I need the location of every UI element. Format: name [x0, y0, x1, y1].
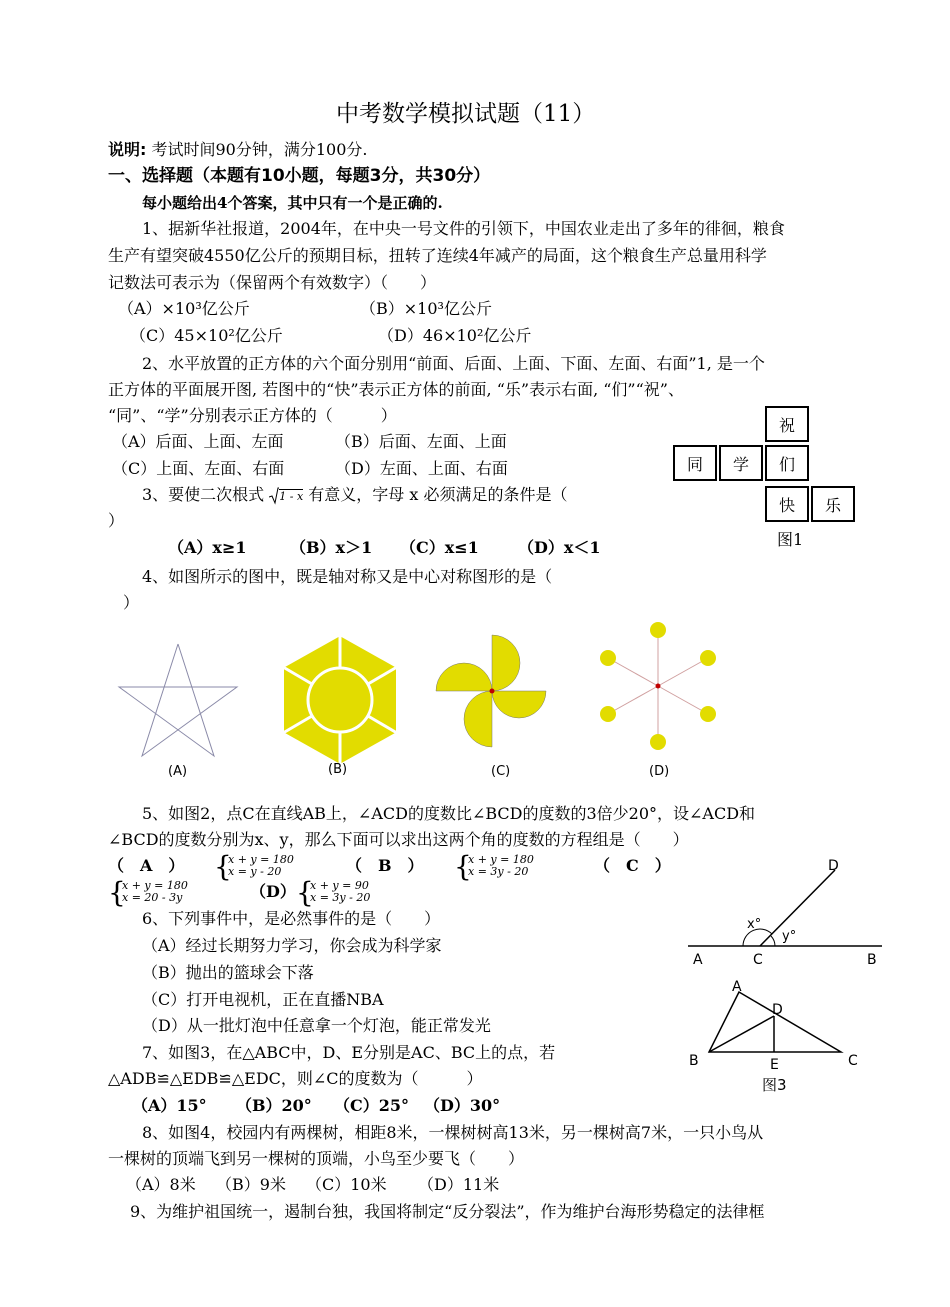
q1-line2: 生产有望突破4550亿公斤的预期目标，扭转了连续4年减产的局面，这个粮食生产总量用科学 [108, 246, 767, 265]
sys-c-eq1: x + y = 180 [122, 879, 188, 892]
q5-option-c: （ C ） [594, 856, 671, 875]
q9-line1: 9、为维护祖国统一，遏制台独，我国将制定“反分裂法”，作为维护台海形势稳定的法律框 [130, 1202, 765, 1221]
figure-a-star [119, 644, 237, 756]
figure-d-label: (D) [649, 764, 670, 779]
q2-option-c: （C）上面、左面、右面 [112, 459, 285, 478]
q1-option-b: （B）×10³亿公斤 [360, 299, 492, 318]
q3-option-b: （B）x＞1 [290, 538, 373, 557]
figure-b-label: (B) [328, 762, 348, 777]
fig2-label-a: A [693, 952, 703, 968]
q2-option-b: （B）后面、左面、上面 [335, 432, 507, 451]
net-cell-xue: 学 [719, 445, 763, 481]
q7-option-c: （C）25° [334, 1096, 410, 1115]
q3-post: 有意义，字母 x 必须满足的条件是（ [308, 485, 568, 504]
q8-option-d: （D）11米 [418, 1175, 500, 1194]
note-label: 说明: [108, 140, 147, 159]
fig3-label-c: C [848, 1053, 858, 1069]
q6-option-d: （D）从一批灯泡中任意拿一个灯泡，能正常发光 [142, 1016, 491, 1035]
figure-a-label: (A) [168, 764, 188, 779]
net-cell-tong: 同 [673, 445, 717, 481]
section-subheading: 每小题给出4个答案，其中只有一个是正确的. [142, 194, 443, 212]
q4-figures [100, 615, 740, 790]
net-cell-kuai: 快 [765, 486, 809, 522]
figure3-caption: 图3 [762, 1076, 787, 1094]
brace-a: { [214, 850, 232, 883]
note-text: 考试时间90分钟，满分100分. [151, 140, 368, 159]
q5-option-a: （ A ） [108, 856, 185, 875]
q6-option-a: （A）经过长期努力学习，你会成为科学家 [142, 936, 442, 955]
sys-b-eq2: x = 3y - 20 [468, 865, 529, 878]
figure-d-flower [600, 622, 716, 750]
fig3-label-b: B [689, 1053, 699, 1069]
fig2-angle-y: y° [782, 929, 797, 944]
net-cell-zhu: 祝 [765, 406, 809, 442]
q7-line1: 7、如图3，在△ABC中，D、E分别是AC、BC上的点，若 [142, 1043, 556, 1062]
net-cell-le: 乐 [811, 486, 855, 522]
q3-radical [269, 484, 303, 510]
q3-option-d: （D）x＜1 [518, 538, 601, 557]
q8-line2: 一棵树的顶端飞到另一棵树的顶端，小鸟至少要飞（ ） [108, 1149, 525, 1168]
fig2-angle-x: x° [747, 917, 762, 932]
sys-d-eq2: x = 3y - 20 [310, 891, 371, 904]
figure1-caption: 图1 [777, 530, 804, 549]
figure2-angle [685, 852, 885, 972]
figure-b-hexagon [283, 635, 397, 765]
fig2-label-b: B [867, 952, 877, 968]
figure-c-pinwheel [436, 635, 546, 747]
q1-option-c: （C）45×10²亿公斤 [130, 326, 283, 345]
q1-line1: 1、据新华社报道，2004年，在中央一号文件的引领下，中国农业走出了多年的徘徊，粮食 [142, 219, 785, 238]
q3-option-c: （C）x≤1 [400, 538, 479, 557]
net-cell-men: 们 [765, 445, 809, 481]
q2-line1: 2、水平放置的正方体的六个面分别用“前面、后面、上面、下面、左面、右面”1, 是一个 [142, 354, 765, 373]
q5-option-b: （ B ） [346, 856, 424, 875]
section-heading: 一、选择题（本题有10小题，每题3分，共30分） [108, 166, 491, 186]
q5-system-c [122, 880, 188, 904]
q3-line1 [142, 482, 568, 510]
sys-c-eq2: x = 20 - 3y [122, 891, 183, 904]
q5-system-a [228, 854, 294, 878]
q8-option-b: （B）9米 [216, 1175, 286, 1194]
q8-line1: 8、如图4，校园内有两棵树，相距8米，一棵树树高13米，另一棵树高7米，一只小鸟从 [142, 1123, 764, 1142]
q3-option-a: （A）x≥1 [168, 538, 247, 557]
q6-option-c: （C）打开电视机，正在直播NBA [142, 990, 384, 1009]
fig3-label-e: E [770, 1057, 779, 1073]
brace-b: { [454, 850, 472, 883]
figure-c-label: (C) [491, 764, 511, 779]
q4-close: ） [123, 593, 140, 612]
q5-option-d: （D） [250, 882, 296, 901]
q4-line1: 4、如图所示的图中，既是轴对称又是中心对称图形的是（ [142, 567, 553, 586]
exam-note [108, 137, 368, 163]
q2-line3: “同”、“学”分别表示正方体的（ ） [108, 406, 397, 425]
q5-line2: ∠BCD的度数分别为x、y，那么下面可以求出这两个角的度数的方程组是（ ） [108, 830, 689, 849]
q2-line2: 正方体的平面展开图, 若图中的“快”表示正方体的前面, “乐”表示右面, “们”“祝”、 [108, 380, 684, 399]
q2-option-d: （D）左面、上面、右面 [335, 459, 508, 478]
q7-line2: △ADB≌△EDB≌△EDC，则∠C的度数为（ ） [108, 1069, 483, 1088]
q3-pre: 3、要使二次根式 [142, 485, 265, 504]
fig2-label-d: D [828, 858, 839, 874]
fig3-label-a: A [732, 979, 742, 995]
figure3-triangle [685, 975, 865, 1100]
q7-option-b: （B）20° [236, 1096, 312, 1115]
q5-line1: 5、如图2，点C在直线AB上，∠ACD的度数比∠BCD的度数的3倍少20°，设∠ACD和 [142, 804, 756, 823]
sys-b-eq1: x + y = 180 [468, 853, 534, 866]
triangle-abc [709, 992, 841, 1052]
sys-a-eq1: x + y = 180 [228, 853, 294, 866]
q8-option-c: （C）10米 [306, 1175, 387, 1194]
q2-option-a: （A）后面、上面、左面 [112, 432, 284, 451]
q3-radicand: 1 - x [279, 490, 304, 503]
q1-line3: 记数法可表示为（保留两个有效数字）（ ） [108, 273, 437, 292]
q1-option-d: （D）46×10²亿公斤 [378, 326, 532, 345]
q7-option-a: （A）15° [132, 1096, 207, 1115]
page-title: 中考数学模拟试题（11） [336, 101, 596, 127]
fig3-label-d: D [772, 1002, 783, 1018]
q8-option-a: （A）8米 [126, 1175, 196, 1194]
ray-cd [760, 870, 835, 946]
q5-system-b [468, 854, 534, 878]
radical-sign-icon [269, 487, 279, 505]
q3-close: ） [108, 511, 125, 530]
brace-d: { [296, 876, 314, 909]
q6-line1: 6、下列事件中，是必然事件的是（ ） [142, 909, 441, 928]
brace-c: { [108, 876, 126, 909]
q7-option-d: （D）30° [424, 1096, 501, 1115]
q6-option-b: （B）抛出的篮球会下落 [142, 963, 314, 982]
q5-system-d [310, 880, 370, 904]
sys-d-eq1: x + y = 90 [310, 879, 369, 892]
fig2-label-c: C [753, 952, 763, 968]
sys-a-eq2: x = y - 20 [228, 865, 282, 878]
q1-option-a: （A）×10³亿公斤 [118, 299, 250, 318]
